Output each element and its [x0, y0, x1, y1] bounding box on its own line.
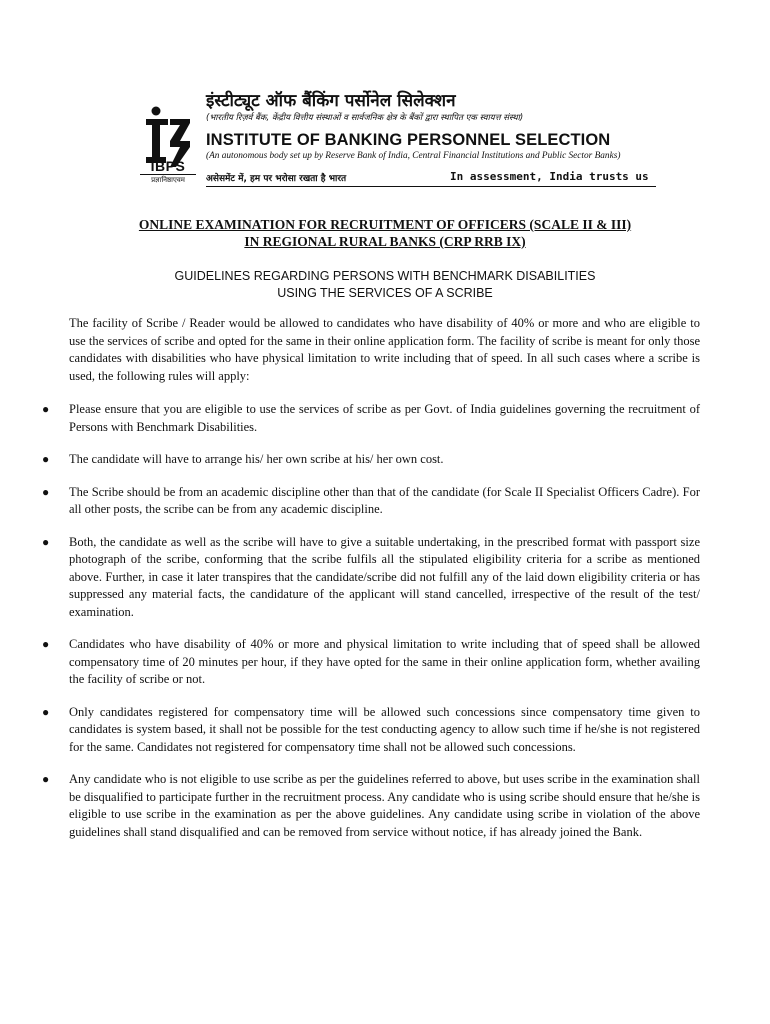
bullet-icon: ●: [42, 704, 50, 719]
intro-paragraph: The facility of Scribe / Reader would be allowed to candidates who have disability of 40% or more and who are eligible to use the services of scribe and opted for the same in their online application form. The facility of scribe is meant for only those candidates with disabilities who have physical limitation to write including that of speed. In all such cases where a scribe is used, the following rules will apply:: [69, 316, 700, 383]
bullet-icon: ●: [42, 637, 50, 651]
list-item-text: The candidate will have to arrange his/ her own scribe at his/ her own cost.: [69, 452, 444, 466]
list-item: [0, 401, 770, 436]
list-item: [0, 636, 770, 689]
logo-motto: प्रज्ञानिष्ठाएवम: [140, 174, 196, 185]
list-item-text: Candidates who have disability of 40% or more and physical limitation to write including that of speed shall be allowed compensatory time of 20 minutes per hour, if they have opted for the same in their online application form, whether availing the facility of scribe or not.: [69, 637, 700, 686]
subheading-line-2: USING THE SERVICES OF A SCRIBE: [277, 286, 493, 300]
list-item-text: Both, the candidate as well as the scribe will have to give a suitable undertaking, in the prescribed format with passport size photograph of the scribe, conforming that the scribe fulfils all the stipulated eligibility criteria for a scribe as mentioned above. Further, in case it later transpires that the candidate/scribe did not fulfill any of the laid down eligibility criteria or has suppressed any material facts, the candidature of the applicant will stand cancelled, irrespective of the result of the test/ examination.: [69, 534, 700, 619]
tagline-english: In assessment, India trusts us: [450, 170, 649, 183]
bullet-icon: ●: [42, 772, 50, 786]
heading-line-2: IN REGIONAL RURAL BANKS (CRP RRB IX): [244, 234, 526, 249]
list-item: [0, 451, 770, 469]
list-item: [0, 484, 770, 519]
list-item: [0, 534, 770, 622]
institute-subtitle: (An autonomous body set up by Reserve Bank of India, Central Financial Institutions and Public Sector Banks): [206, 151, 621, 161]
subheading-line-1: GUIDELINES REGARDING PERSONS WITH BENCHMARK DISABILITIES: [174, 269, 596, 283]
list-item: [0, 704, 770, 757]
list-item: [0, 771, 770, 841]
bullet-icon: ●: [42, 452, 50, 466]
institute-title-hindi: इंस्टीट्यूट ऑफ बैंकिंग पर्सोनेल सिलेक्शन: [206, 91, 456, 111]
tagline-hindi: असेसमेंट में, हम पर भरोसा रखता है भारत: [206, 174, 347, 184]
list-item-text: Any candidate who is not eligible to use scribe as per the guidelines referred to above, but uses scribe in the examination shall be disqualified to participate further in the recruitment process. Any candidate who is using scribe should ensure that he/she is eligible to use scribe in the examination as per the above guidelines. Any candidate using scribe in violation of the above guidelines shall stand disqualified and can be removed from service without notice, if has already joined the Bank.: [69, 772, 700, 839]
list-item-text: Please ensure that you are eligible to use the services of scribe as per Govt. of India guidelines governing the recruitment of Persons with Benchmark Disabilities.: [69, 402, 700, 434]
bullet-icon: ●: [42, 534, 50, 549]
institute-title: INSTITUTE OF BANKING PERSONNEL SELECTION: [206, 131, 611, 149]
institute-subtitle-hindi: (भारतीय रिज़र्व बैंक, केंद्रीय वित्तीय संस्थाओं व सार्वजनिक क्षेत्र के बैंकों द्वारा स्थापित एक स्वायत्त संस्था): [206, 113, 524, 123]
heading-line-1: ONLINE EXAMINATION FOR RECRUITMENT OF OFFICERS (SCALE II & III): [138, 217, 632, 232]
bullet-icon: ●: [42, 402, 50, 416]
list-item-text: Only candidates registered for compensatory time will be allowed such concessions since compensatory time given to candidates is system based, it shall not be possible for the test conducting agency to allow such time if he/she is not registered for the same. Candidates not registered for compensatory time shall not be allowed such concessions.: [69, 704, 700, 754]
bullet-icon: ●: [42, 484, 50, 499]
document-subheading: [60, 268, 710, 302]
header-divider: [206, 186, 656, 187]
document-heading: [60, 216, 710, 250]
logo-wordmark: IBPS: [150, 158, 186, 174]
list-item-text: The Scribe should be from an academic discipline other than that of the candidate (for Scale II Specialist Officers Cadre). For all other posts, the scribe can be from any academic discipline.: [69, 484, 700, 516]
rules-list: [0, 401, 770, 856]
